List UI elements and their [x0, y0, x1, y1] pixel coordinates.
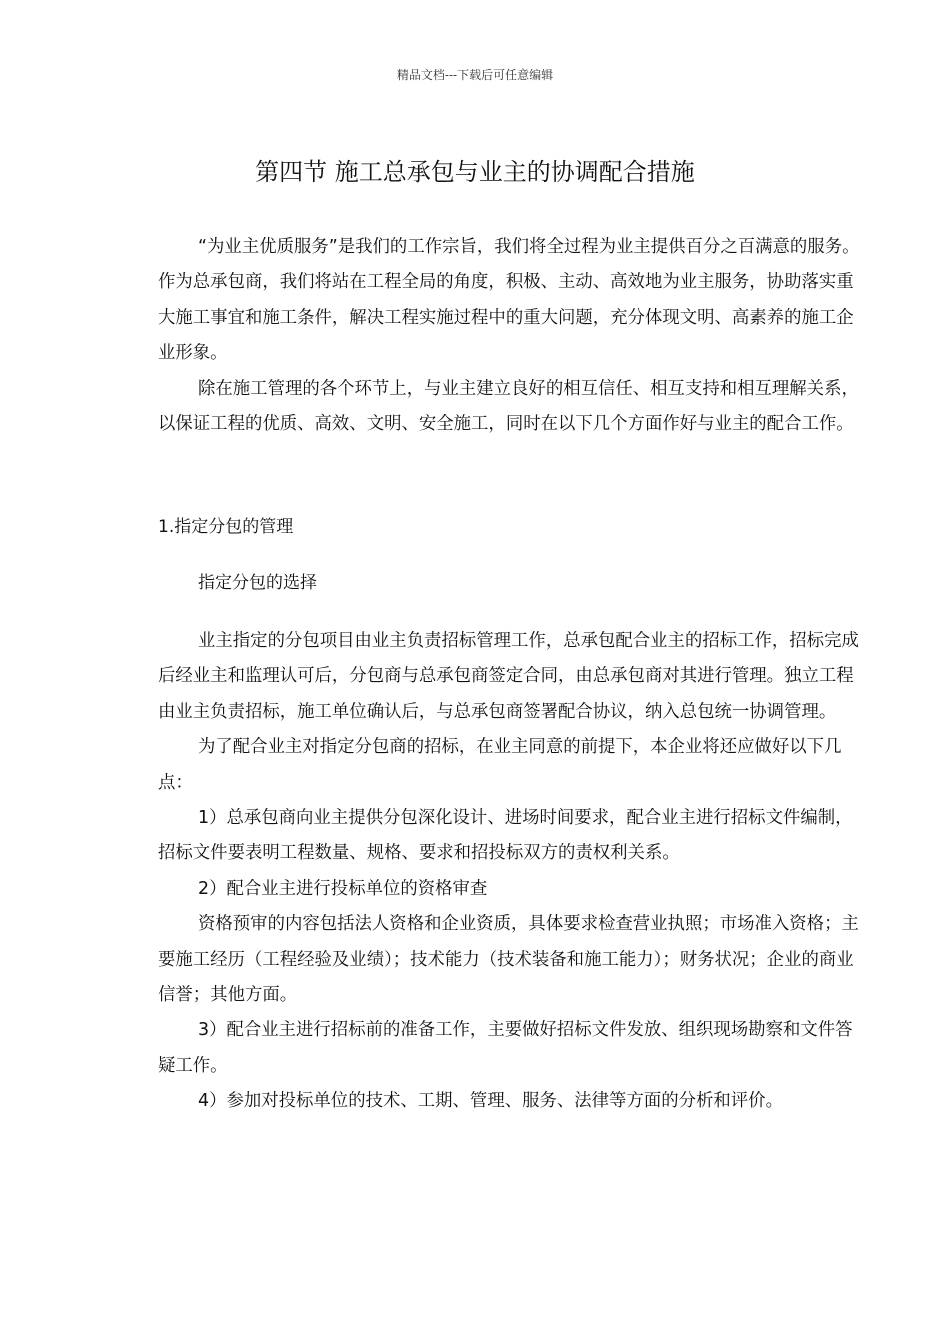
list-item-4: 4）参加对投标单位的技术、工期、管理、服务、法律等方面的分析和评价。	[198, 1091, 783, 1112]
page-header: 精品文档---下载后可任意编辑	[396, 68, 554, 82]
intro-paragraph-1: “为业主优质服务”是我们的工作宗旨，我们将全过程为业主提供百分之百满意的服务。作为总承包商，我们将站在工程全局的角度，积极、主动、高效地为业主服务，协助落实重大施工事宜和施工条件，解决工程实施过程中的重大问题，充分体现文明、高素养的施工企业形象。	[158, 237, 860, 364]
body-paragraph-2: 为了配合业主对指定分包商的招标，在业主同意的前提下，本企业将还应做好以下几点：	[158, 737, 842, 793]
list-item-1: 1）总承包商向业主提供分包深化设计、进场时间要求，配合业主进行招标文件编制，招标文件要表明工程数量、规格、要求和招投标双方的责权利关系。	[158, 808, 853, 864]
page-title: 第四节 施工总承包与业主的协调配合措施	[255, 158, 695, 186]
list-item-3: 3）配合业主进行招标前的准备工作，主要做好招标文件发放、组织现场勘察和文件答疑工作。	[158, 1020, 853, 1076]
intro-section	[158, 230, 860, 442]
section-subheading: 指定分包的选择	[198, 573, 317, 593]
section-heading: 1.指定分包的管理	[158, 517, 294, 537]
intro-paragraph-2: 除在施工管理的各个环节上，与业主建立良好的相互信任、相互支持和相互理解关系，以保证工程的优质、高效、文明、安全施工，同时在以下几个方面作好与业主的配合工作。	[158, 378, 859, 435]
list-item-2: 2）配合业主进行投标单位的资格审查	[198, 878, 488, 899]
section-body	[158, 624, 860, 1120]
body-paragraph-1: 业主指定的分包项目由业主负责招标管理工作，总承包配合业主的招标工作，招标完成后经业主和监理认可后，分包商与总承包商签定合同，由总承包商对其进行管理。独立工程由业主负责招标，施工单位确认后，与总承包商签署配合协议，纳入总包统一协调管理。	[158, 631, 859, 722]
list-item-2-detail: 资格预审的内容包括法人资格和企业资质，具体要求检查营业执照；市场准入资格；主要施工经历（工程经验及业绩）；技术能力（技术装备和施工能力）；财务状况；企业的商业信誉；其他方面。	[158, 914, 859, 1006]
